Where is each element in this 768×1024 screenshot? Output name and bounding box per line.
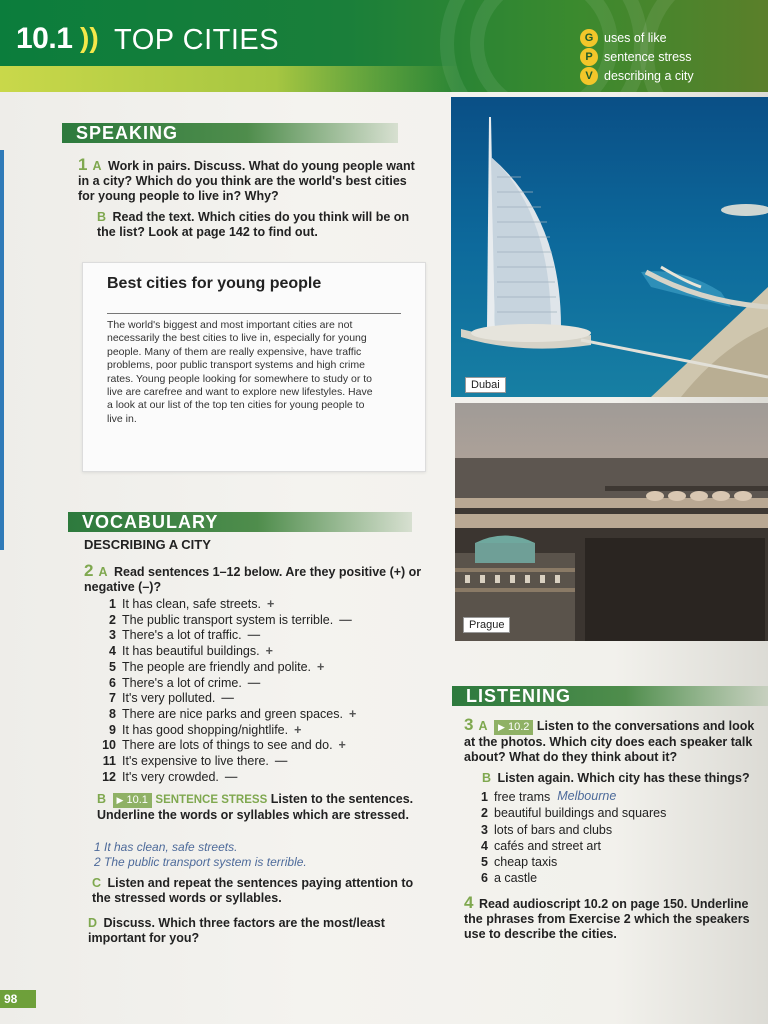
header-accent-stripe xyxy=(0,66,460,92)
handwritten-mark: + xyxy=(348,706,357,721)
reading-text-box xyxy=(82,262,426,472)
vocabulary-heading: VOCABULARY xyxy=(68,512,412,532)
handwritten-mark: + xyxy=(317,659,325,674)
exercise-2a xyxy=(84,563,434,595)
exercise-text: Read the text. Which cities do you think will be on the list? Look at page 142 to find out. xyxy=(97,210,410,239)
exercise-2d xyxy=(88,916,424,946)
item-text: There's a lot of traffic. xyxy=(122,628,242,643)
exercise-text: Read audioscript 10.2 on page 150. Underline the phrases from Exercise 2 which the speakers use to describe the cities. xyxy=(464,897,750,941)
item-text: free trams xyxy=(494,790,551,804)
page-edge-stripe xyxy=(0,150,4,550)
handwritten-mark: — xyxy=(247,628,261,643)
item-text: It's very crowded. xyxy=(122,769,219,784)
play-icon: ▶ xyxy=(498,722,505,732)
item-number: 1 xyxy=(481,790,488,804)
item-text: There are nice parks and green spaces. xyxy=(122,706,343,721)
item-number: 9 xyxy=(109,722,116,737)
speaking-heading: SPEAKING xyxy=(62,123,398,143)
item-text: It's very polluted. xyxy=(122,691,216,706)
play-icon: ▶ xyxy=(116,795,124,805)
item-number: 11 xyxy=(102,754,116,769)
item-number: 2 xyxy=(109,612,116,627)
track-number: 10.1 xyxy=(126,794,148,806)
goal-grammar xyxy=(580,28,694,47)
prague-illustration xyxy=(455,403,768,641)
item-number: 10 xyxy=(102,738,116,753)
exercise-text: Listen to the sentences. Underline the words or syllables which are stressed. xyxy=(97,792,414,822)
unit-number: 10.1 xyxy=(16,22,73,55)
exercise-number: 1 xyxy=(78,155,88,174)
list-item xyxy=(92,597,452,613)
exercise-letter: C xyxy=(92,876,102,890)
item-number: 4 xyxy=(481,838,488,853)
audio-track-badge[interactable] xyxy=(494,720,533,735)
prague-photo xyxy=(455,403,768,641)
exercise-number: 3 xyxy=(464,715,474,734)
handwritten-mark: — xyxy=(224,769,238,784)
goal-pronunciation xyxy=(580,47,694,66)
list-item xyxy=(478,822,748,838)
page-number: 98 xyxy=(0,990,36,1008)
exercise-letter: B xyxy=(97,210,107,224)
track-number: 10.2 xyxy=(507,721,530,733)
example-line: 2 The public transport system is terrible. xyxy=(94,854,307,869)
item-text: The public transport system is terrible. xyxy=(122,612,334,627)
lesson-goals xyxy=(580,28,694,85)
item-text: There's a lot of crime. xyxy=(122,675,242,690)
item-text: The people are friendly and polite. xyxy=(122,659,312,674)
handwritten-mark: + xyxy=(265,644,273,659)
audio-waves-icon: )) xyxy=(80,22,99,53)
handwritten-mark: + xyxy=(338,738,346,753)
exercise-letter: A xyxy=(92,159,102,173)
exercise-4 xyxy=(464,895,764,942)
exercise-1a xyxy=(78,157,418,204)
item-number: 6 xyxy=(109,675,116,690)
list-item xyxy=(92,676,452,692)
exercise-text: Read sentences 1–12 below. Are they positive (+) or negative (–)? xyxy=(84,565,422,594)
example-line: 1 It has clean, safe streets. xyxy=(94,840,238,854)
list-item xyxy=(92,754,452,770)
item-text: It has clean, safe streets. xyxy=(122,597,261,611)
list-item xyxy=(92,707,452,723)
list-item xyxy=(92,613,452,629)
list-item xyxy=(478,789,748,805)
exercise-letter: B xyxy=(482,771,492,785)
exercise-2b xyxy=(97,792,427,823)
item-number: 2 xyxy=(481,806,488,821)
reading-body: The world's biggest and most important cities are not necessarily the best cities to live in, especially for young people. Many of them are really expensive, have traffic problems, poor public transport systems and high crime rates. Young people looking for somewhere to study or to live are carefree and want to explore new lifestyles. Have a look at our list of the top ten cities for young people to live in. xyxy=(107,319,373,425)
item-text: beautiful buildings and squares xyxy=(494,806,667,821)
example-answer: Melbourne xyxy=(557,789,617,803)
vocabulary-badge-icon: V xyxy=(580,67,598,85)
goal-text: uses of like xyxy=(604,30,667,45)
list-item xyxy=(92,723,452,739)
item-text: a castle xyxy=(494,871,538,886)
exercise-letter: A xyxy=(98,565,108,579)
exercise-number: 2 xyxy=(84,561,94,580)
item-number: 4 xyxy=(109,644,116,659)
item-text: cafés and street art xyxy=(494,838,602,853)
photo-caption-prague: Prague xyxy=(463,617,510,633)
dubai-illustration xyxy=(451,97,768,397)
list-item xyxy=(478,805,748,821)
item-text: It has beautiful buildings. xyxy=(122,644,260,659)
dubai-photo xyxy=(451,97,768,397)
exercise-letter: A xyxy=(478,719,488,733)
item-text: cheap taxis xyxy=(494,855,558,870)
stress-examples xyxy=(94,840,424,869)
list-item xyxy=(92,660,452,676)
list-item xyxy=(92,691,452,707)
exercise-number: 4 xyxy=(464,893,474,912)
item-number: 5 xyxy=(481,855,488,870)
unit-title: TOP CITIES xyxy=(114,24,280,56)
exercise-3a xyxy=(464,717,764,765)
exercise-text: Discuss. Which three factors are the most/least important for you? xyxy=(88,916,385,945)
exercise-text: Listen to the conversations and look at the photos. Which city does each speaker talk about? What do they think about it? xyxy=(464,719,755,764)
item-text: It has good shopping/nightlife. xyxy=(122,722,289,737)
vocabulary-subheading: DESCRIBING A CITY xyxy=(84,537,211,552)
listening-items-list xyxy=(478,789,748,887)
audio-track-badge[interactable] xyxy=(113,793,152,808)
item-text: It's expensive to live there. xyxy=(122,754,269,769)
exercise-2c xyxy=(92,876,432,906)
list-item xyxy=(478,870,748,886)
item-number: 8 xyxy=(109,706,116,721)
list-item xyxy=(92,628,452,644)
item-number: 3 xyxy=(481,822,488,837)
list-item xyxy=(92,770,452,786)
handwritten-mark: — xyxy=(247,675,261,690)
item-number: 12 xyxy=(102,769,116,784)
unit-header xyxy=(0,0,768,92)
goal-text: describing a city xyxy=(604,68,694,83)
item-number: 1 xyxy=(109,597,116,611)
listening-heading: LISTENING xyxy=(452,686,768,706)
exercise-letter: B xyxy=(97,792,107,806)
item-text: lots of bars and clubs xyxy=(494,822,613,837)
item-number: 7 xyxy=(109,691,116,706)
exercise-text: Listen and repeat the sentences paying attention to the stressed words or syllables. xyxy=(92,876,414,905)
goal-text: sentence stress xyxy=(604,49,692,64)
exercise-text: Listen again. Which city has these things? xyxy=(497,771,750,785)
item-number: 5 xyxy=(109,659,116,674)
goal-vocabulary xyxy=(580,66,694,85)
reading-title: Best cities for young people xyxy=(107,275,322,292)
pronunciation-badge-icon: P xyxy=(580,48,598,66)
handwritten-mark: + xyxy=(294,722,302,737)
handwritten-mark: — xyxy=(274,754,288,769)
list-item xyxy=(478,854,748,870)
exercise-3b xyxy=(482,771,762,786)
exercise-1b xyxy=(97,210,417,240)
exercise-text: Work in pairs. Discuss. What do young people want in a city? Which do you think are the world's best cities for young people to live in? Why? xyxy=(78,159,415,203)
list-item xyxy=(92,644,452,660)
photo-caption-dubai: Dubai xyxy=(465,377,506,393)
divider xyxy=(107,313,401,314)
grammar-badge-icon: G xyxy=(580,29,598,47)
item-number: 6 xyxy=(481,871,488,886)
exercise-letter: D xyxy=(88,916,98,930)
handwritten-mark: — xyxy=(339,612,352,627)
vocabulary-sentence-list xyxy=(92,597,452,785)
list-item xyxy=(92,738,452,754)
list-item xyxy=(478,838,748,854)
item-text: There are lots of things to see and do. xyxy=(122,738,333,753)
handwritten-mark: + xyxy=(266,597,275,611)
item-number: 3 xyxy=(109,628,116,643)
skill-label: SENTENCE STRESS xyxy=(155,794,268,806)
handwritten-mark: — xyxy=(221,691,234,706)
